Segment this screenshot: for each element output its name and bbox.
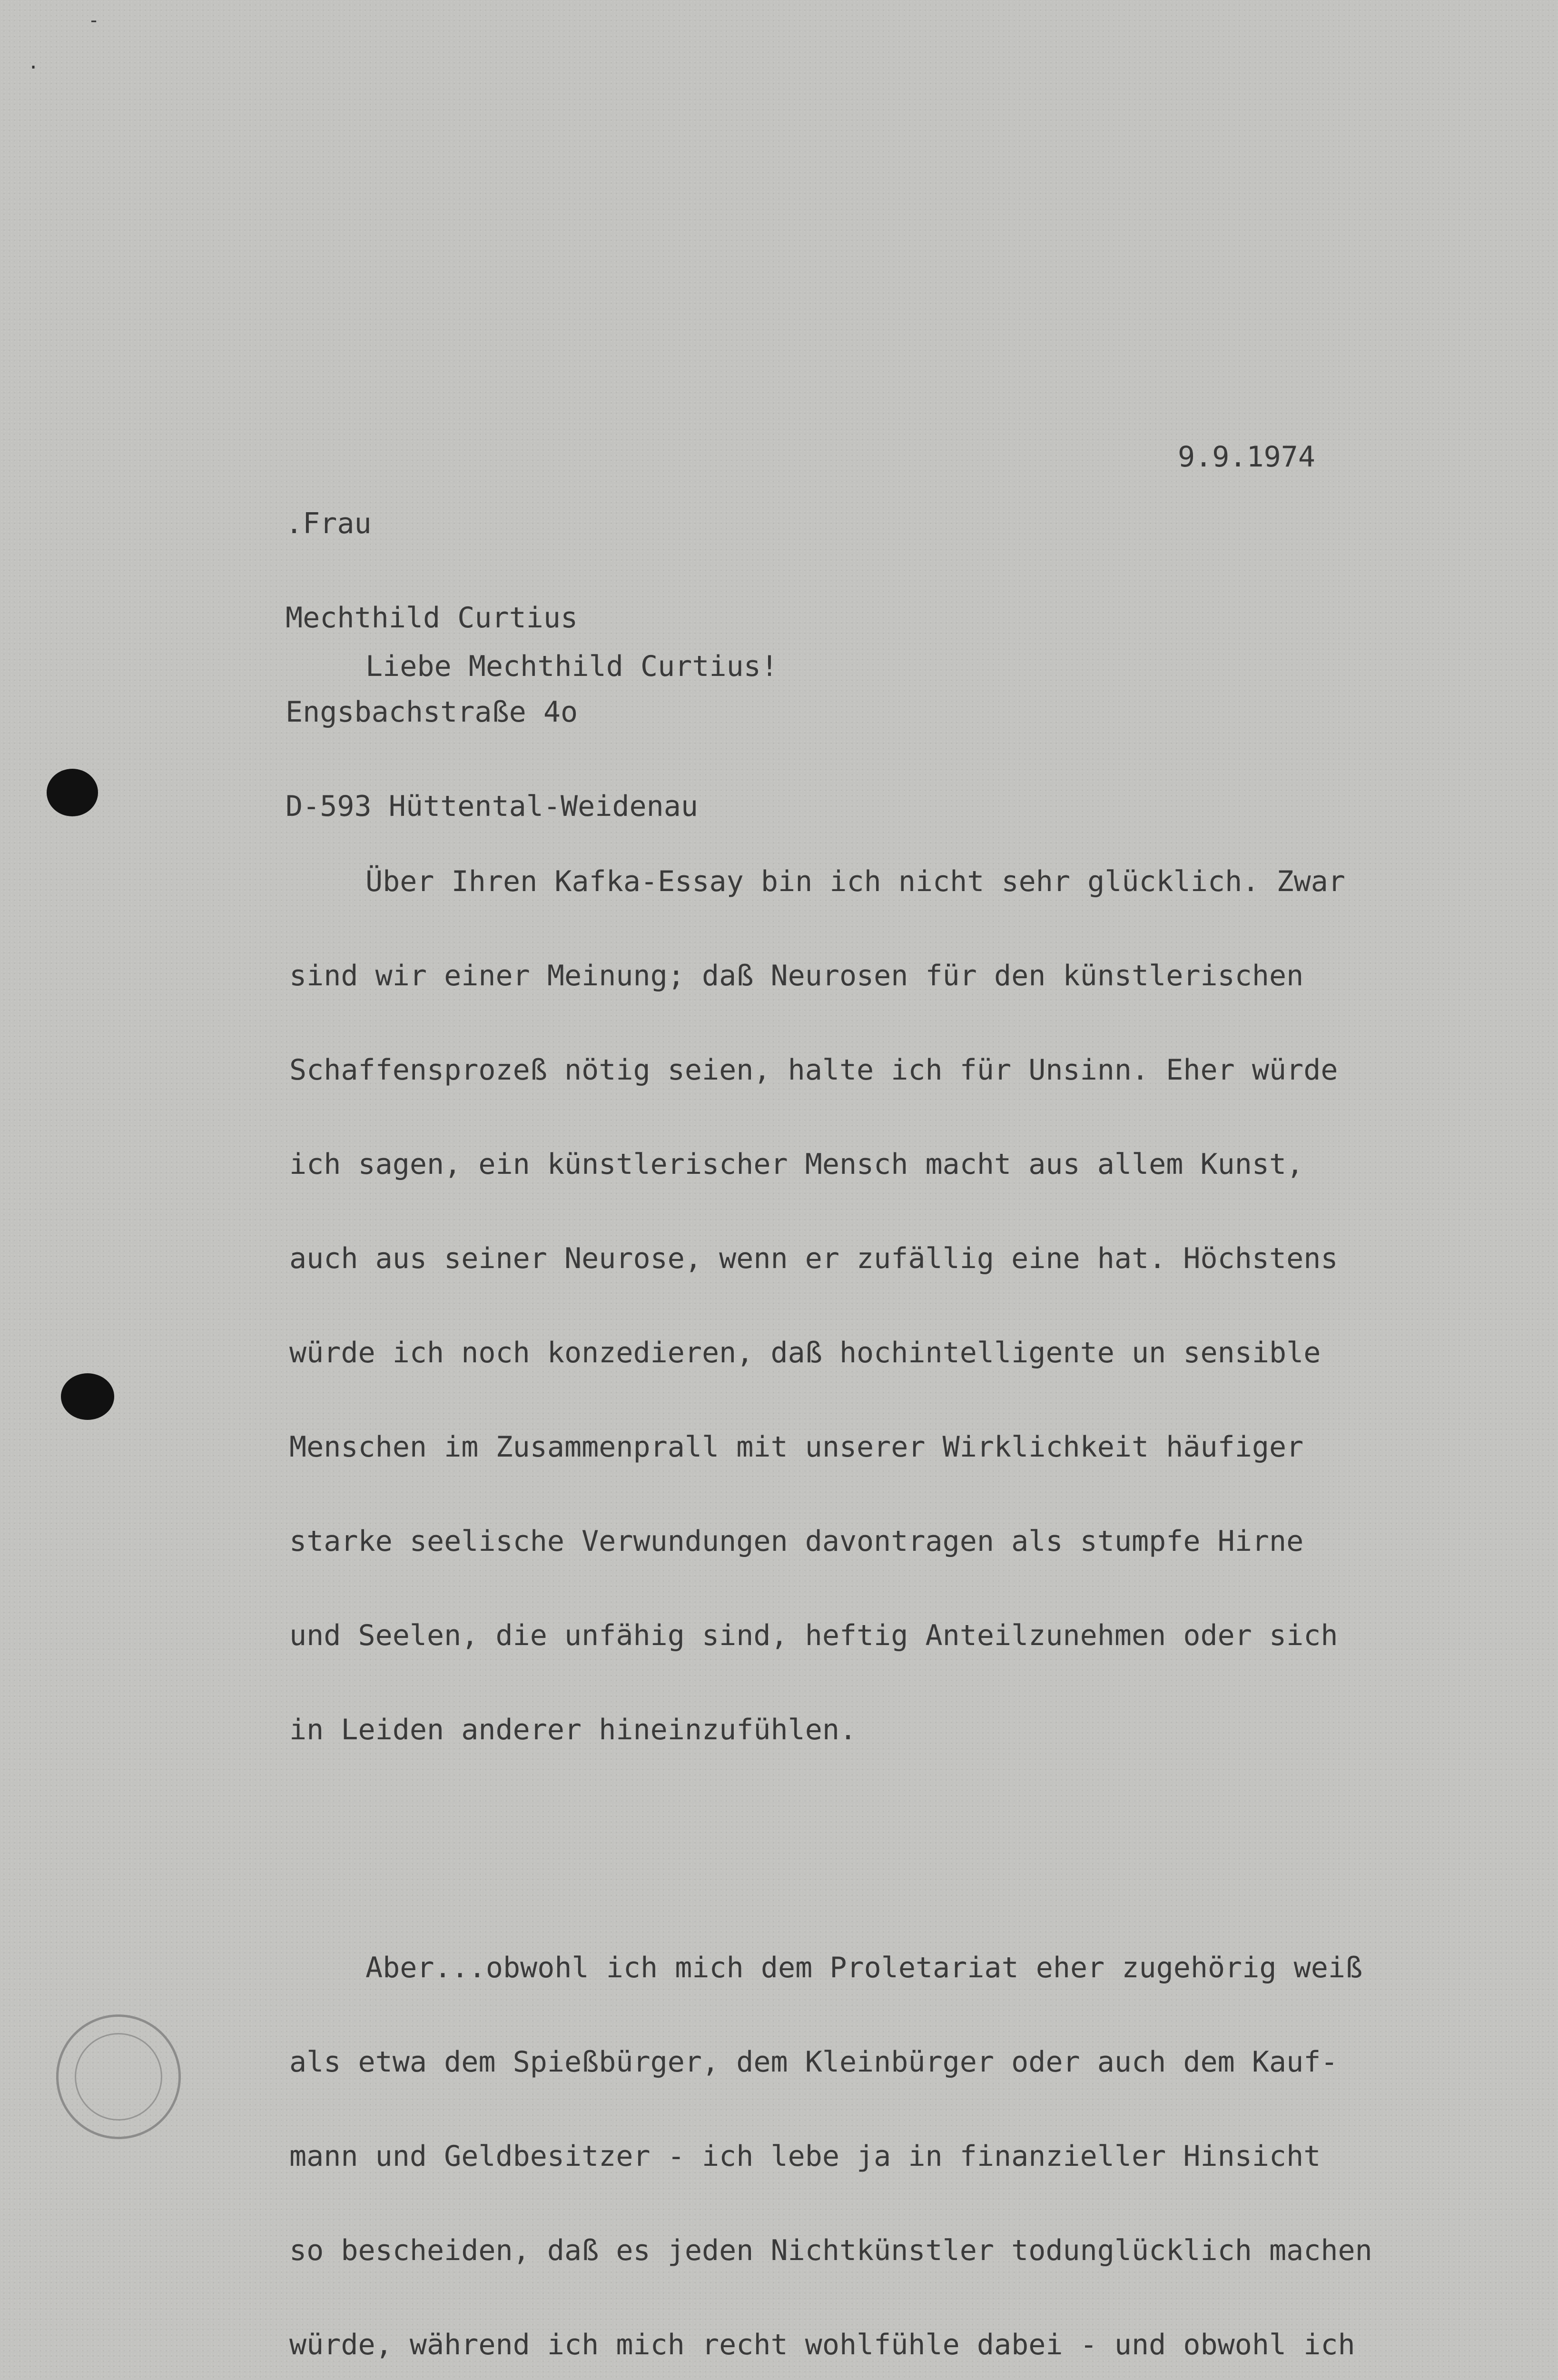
text-line: Schaffensprozeß nötig seien, halte ich für Unsinn. Eher würde — [289, 1053, 1338, 1087]
text-line: ich sagen, ein künstlerischer Mensch macht aus allem Kunst, — [289, 1148, 1304, 1181]
text-line: Über Ihren Kafka-Essay bin ich nicht sehr glücklich. Zwar — [365, 865, 1346, 898]
punch-hole-top — [47, 769, 98, 816]
text-line: starke seelische Verwundungen davontragen als stumpfe Hirne — [289, 1525, 1304, 1558]
text-line: sind wir einer Meinung; daß Neurosen für den künstlerischen — [289, 959, 1304, 992]
letter-date: 9.9.1974 — [1178, 440, 1315, 474]
ink-speck: . — [28, 51, 39, 73]
text-line: als etwa dem Spießbürger, dem Kleinbürger oder auch dem Kauf- — [289, 2045, 1338, 2079]
text-line: mann und Geldbesitzer - ich lebe ja in finanzieller Hinsicht — [289, 2140, 1321, 2173]
text-line: würde, während ich mich recht wohlfühle dabei - und obwohl ich — [289, 2328, 1355, 2361]
text-line: auch aus seiner Neurose, wenn er zufällig eine hat. Höchstens — [289, 1242, 1338, 1275]
text-line: in Leiden anderer hineinzufühlen. — [289, 1713, 857, 1746]
punch-hole-bottom — [61, 1373, 114, 1420]
address-line: Mechthild Curtius — [286, 601, 578, 635]
text-line: Aber...obwohl ich mich dem Proletariat eher zugehörig weiß — [365, 1951, 1363, 1984]
text-line: und Seelen, die unfähig sind, heftig Anteilzunehmen oder sich — [289, 1619, 1338, 1652]
salutation: Liebe Mechthild Curtius! — [365, 650, 778, 683]
letter-body — [289, 740, 1407, 2380]
text-line: so bescheiden, daß es jeden Nichtkünstler todunglücklich machen — [289, 2234, 1372, 2267]
paragraph-1 — [289, 803, 1407, 1808]
address-line: D-593 Hüttental-Weidenau — [286, 790, 698, 823]
text-line: Menschen im Zusammenprall mit unserer Wirklichkeit häufiger — [289, 1430, 1304, 1464]
ink-speck: - — [88, 10, 100, 31]
paragraph-2 — [289, 1889, 1407, 2380]
address-line: Engsbachstraße 4o — [286, 695, 578, 729]
text-line: würde ich noch konzedieren, daß hochintelligente un sensible — [289, 1336, 1321, 1369]
archive-stamp-icon — [56, 2014, 181, 2139]
address-line: .Frau — [286, 507, 372, 540]
